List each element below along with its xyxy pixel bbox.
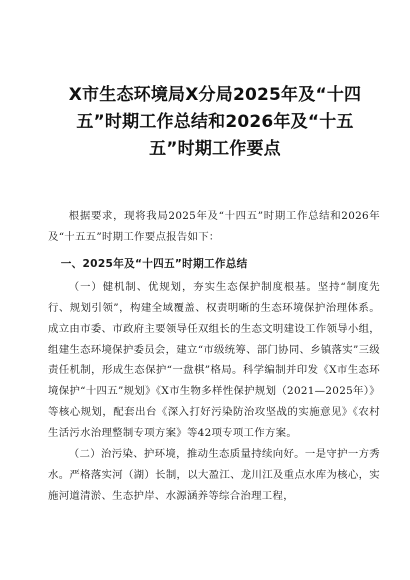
paragraph-pollution-control: （二）治污染、护环境，推动生态质量持续向好。一是守护一方秀水。严格落实河（湖）长制，以大盈江、龙川江及重点水库为核心，实施河道清淤、生态护岸、水源涵养等综合治理工程， bbox=[48, 448, 380, 502]
document-title: X市生态环境局X分局2025年及“十四五”时期工作总结和2026年及“十五五”时期工作要点 bbox=[68, 85, 362, 159]
section-heading-1: 一、2025年及“十四五”时期工作总结 bbox=[60, 257, 248, 270]
intro-paragraph: 根据要求，现将我局2025年及“十四五”时期工作总结和2026年及“十五五”时期工作要点报告如下： bbox=[48, 210, 380, 243]
document-body bbox=[48, 206, 380, 507]
paragraph-mechanism-planning: （一）健机制、优规划，夯实生态保护制度根基。坚持“制度先行、规划引领”，构建全域覆盖、权责明晰的生态环境保护治理体系。成立由市委、市政府主要领导任双组长的生态文明建设工作领导小组，组建生态环境保护委员会，建立“市级统筹、部门协同、乡镇落实”三级责任机制，形成生态保护“一盘棋”格局。科学编制并印发《X市生态环境保护“十四五”规划》《X市生物多样性保护规划（2021—2025年）》等核心规划，配套出台《深入打好污染防治攻坚战的实施意见》《农村生活污水治理整制专项方案》等42项专项工作方案。 bbox=[48, 280, 380, 440]
